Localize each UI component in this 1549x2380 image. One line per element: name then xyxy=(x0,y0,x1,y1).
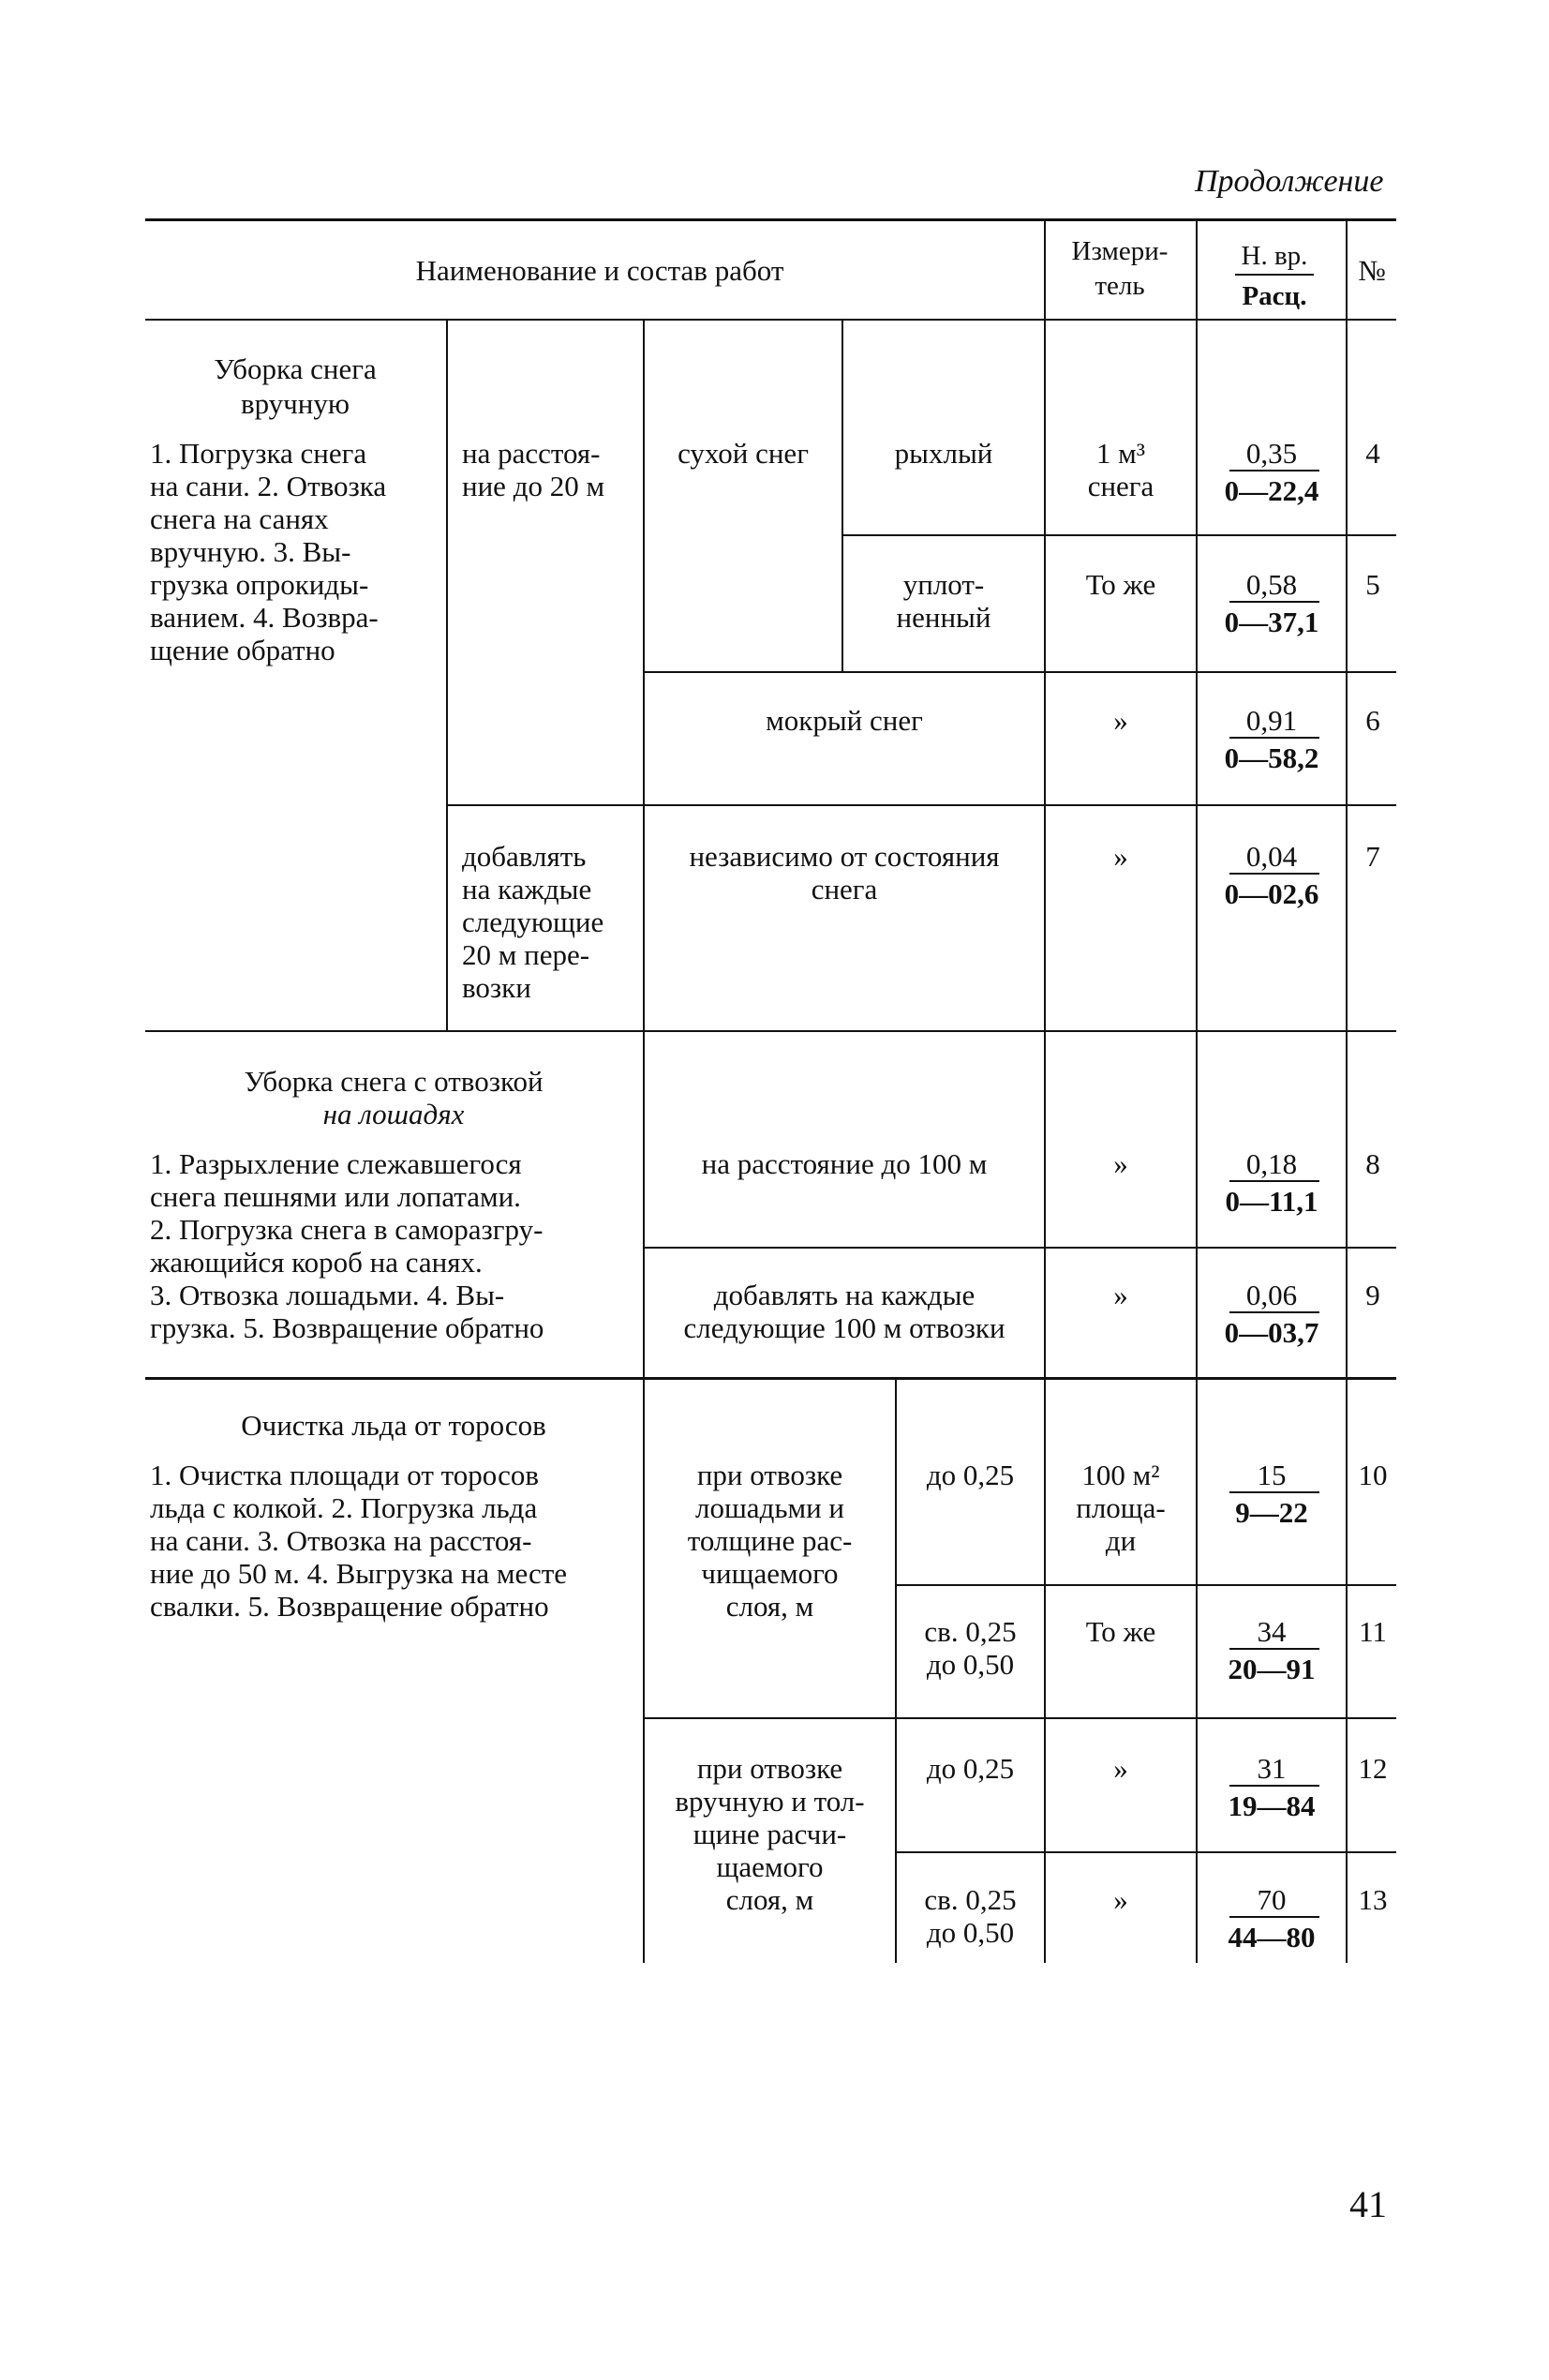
s3-thick-11b: до 0,50 xyxy=(926,1648,1015,1681)
s1-compacted-0: уплот- xyxy=(902,568,985,601)
s1-dist2-2: следующие xyxy=(462,906,604,938)
fraction-bar-5 xyxy=(1229,601,1319,603)
s3-rule-row10 xyxy=(895,1584,1396,1586)
fraction-bar-9 xyxy=(1229,1311,1319,1313)
s3-ditto-12: » xyxy=(1113,1752,1128,1785)
s1-title-1: Уборка снега xyxy=(214,352,377,385)
header-vline-2 xyxy=(1196,218,1198,321)
s3-thick-12: до 0,25 xyxy=(926,1752,1015,1785)
s3-desc-1: льда с колкой. 2. Погрузка льда xyxy=(150,1491,538,1524)
s2-title-1: Уборка снега с отвозкой xyxy=(244,1065,544,1098)
header-num: № xyxy=(1358,254,1386,287)
header-norm-top: Н. вр. xyxy=(1241,241,1308,271)
header-vline-3 xyxy=(1346,218,1348,321)
s1-wet: мокрый снег xyxy=(766,704,923,737)
s3-desc-4: свалки. 5. Возвращение обратно xyxy=(150,1590,549,1623)
s1-desc-1: на сани. 2. Отвозка xyxy=(150,470,387,502)
s1-same: То же xyxy=(1085,568,1156,601)
s2-desc-3: жающийся короб на санях. xyxy=(150,1246,483,1279)
s1-vline-dist xyxy=(446,321,448,1031)
s2-title-2: на лошадях xyxy=(322,1098,465,1130)
s2-rule-mid xyxy=(643,1247,1396,1249)
s3-title: Очистка льда от торосов xyxy=(241,1409,546,1442)
s3-desc-2: на сани. 3. Отвозка на расстоя- xyxy=(150,1524,532,1557)
s3-manual-2: щине расчи- xyxy=(693,1818,847,1850)
s1-title-2: вручную xyxy=(240,387,350,420)
s3-desc-3: ние до 50 м. 4. Выгрузка на месте xyxy=(150,1557,568,1590)
row-number-6: 6 xyxy=(1365,704,1380,737)
s1-desc-0: 1. Погрузка снега xyxy=(150,437,367,470)
fraction-bar-6 xyxy=(1229,737,1319,739)
s3-manual-0: при отвозке xyxy=(696,1752,843,1785)
rate-10: 9—22 xyxy=(1235,1496,1308,1529)
s2-desc-2: 2. Погрузка снега в саморазгру- xyxy=(150,1213,544,1246)
page-number: 41 xyxy=(1349,2183,1387,2225)
s3-unit-1: площа- xyxy=(1076,1491,1166,1524)
rate-7: 0—02,6 xyxy=(1224,877,1319,910)
norm-time-7: 0,04 xyxy=(1245,840,1298,873)
row-number-8: 8 xyxy=(1365,1147,1380,1180)
s1-desc-5: ванием. 4. Возвра- xyxy=(150,601,379,634)
s2-desc-5: грузка. 5. Возвращение обратно xyxy=(150,1311,544,1344)
header-measure-1: Измери- xyxy=(1071,236,1169,266)
fraction-bar-10 xyxy=(1229,1491,1319,1493)
s1-desc-4: грузка опрокиды- xyxy=(150,568,369,601)
norm-time-6: 0,91 xyxy=(1245,704,1298,737)
norm-time-13: 70 xyxy=(1257,1883,1287,1916)
s1-dist2-0: добавлять xyxy=(462,840,587,873)
s1-rule-row4 xyxy=(842,534,1396,536)
s1-ditto-6: » xyxy=(1113,704,1128,737)
s1-dist2-4: возки xyxy=(462,971,531,1004)
s2-desc-0: 1. Разрыхление слежавшегося xyxy=(150,1147,522,1180)
rate-9: 0—03,7 xyxy=(1224,1316,1319,1349)
s1-desc-3: вручную. 3. Вы- xyxy=(150,535,351,568)
s2-dist2-1: следующие 100 м отвозки xyxy=(683,1311,1005,1344)
s3-rule-row11 xyxy=(643,1717,1396,1719)
s3-desc-0: 1. Очистка площади от торосов xyxy=(150,1459,539,1491)
row-number-13: 13 xyxy=(1358,1883,1388,1916)
fraction-bar-13 xyxy=(1229,1916,1319,1918)
norm-time-9: 0,06 xyxy=(1245,1279,1298,1311)
fraction-bar-7 xyxy=(1229,873,1319,875)
s3-thick-13b: до 0,50 xyxy=(926,1916,1015,1949)
continuation-label: Продолжение xyxy=(1195,164,1384,199)
s2-ditto-8: » xyxy=(1113,1147,1128,1180)
rate-11: 20—91 xyxy=(1228,1653,1316,1685)
s3-unit-2: ди xyxy=(1105,1524,1137,1557)
s2-ditto-9: » xyxy=(1113,1279,1128,1311)
s1-compacted-1: ненный xyxy=(896,601,991,634)
s1-any-state-1: снега xyxy=(811,873,878,906)
rate-12: 19—84 xyxy=(1228,1789,1316,1822)
row-number-9: 9 xyxy=(1365,1279,1380,1311)
fraction-bar-8 xyxy=(1229,1180,1319,1182)
norm-time-8: 0,18 xyxy=(1245,1147,1298,1180)
fraction-bar-12 xyxy=(1229,1785,1319,1787)
s1-dist1-1: ние до 20 м xyxy=(462,470,605,502)
s2-dist1: на расстояние до 100 м xyxy=(701,1147,988,1180)
s1-dry: сухой снег xyxy=(678,437,809,470)
norm-time-11: 34 xyxy=(1257,1615,1287,1648)
s2-dist2-0: добавлять на каждые xyxy=(713,1279,976,1311)
norm-time-4: 0,35 xyxy=(1245,437,1298,470)
s3-same: То же xyxy=(1085,1615,1156,1648)
s1-desc-2: снега на санях xyxy=(150,502,329,535)
header-vline-1 xyxy=(1044,218,1046,321)
s1-rule-row6 xyxy=(446,804,1396,806)
s1-unit-1: снега xyxy=(1087,470,1154,502)
s1-any-state-0: независимо от состояния xyxy=(689,840,1000,873)
s1-rule-row5 xyxy=(643,671,1396,673)
s3-horses-3: чищаемого xyxy=(701,1557,839,1590)
header-norm-bot: Расц. xyxy=(1242,281,1307,311)
s1-dist1-0: на расстоя- xyxy=(462,437,601,470)
s1-unit-0: 1 м³ xyxy=(1095,437,1146,470)
s2-rule-end xyxy=(145,1377,1396,1380)
header-measure-2: тель xyxy=(1095,271,1145,301)
s3-horses-2: толщине рас- xyxy=(687,1524,853,1557)
s3-horses-1: лошадьми и xyxy=(694,1491,845,1524)
s3-horses-4: слоя, м xyxy=(725,1590,814,1623)
s1-rule-end xyxy=(145,1030,1396,1032)
rate-5: 0—37,1 xyxy=(1224,606,1319,638)
s1-loose: рыхлый xyxy=(894,437,993,470)
s3-unit-0: 100 м² xyxy=(1081,1459,1160,1491)
s3-manual-3: щаемого xyxy=(716,1850,824,1883)
rate-8: 0—11,1 xyxy=(1225,1185,1318,1218)
norm-time-12: 31 xyxy=(1257,1752,1287,1785)
s1-desc-6: щение обратно xyxy=(150,634,335,666)
s2-desc-1: снега пешнями или лопатами. xyxy=(150,1180,521,1213)
fraction-bar-11 xyxy=(1229,1648,1319,1650)
norm-time-10: 15 xyxy=(1257,1459,1287,1491)
table-top-rule xyxy=(145,218,1396,221)
s1-dist2-1: на каждые xyxy=(462,873,592,906)
s1-dist2-3: 20 м пере- xyxy=(462,938,590,971)
s2-desc-4: 3. Отвозка лошадьми. 4. Вы- xyxy=(150,1279,505,1311)
rate-13: 44—80 xyxy=(1228,1921,1316,1953)
row-number-11: 11 xyxy=(1359,1615,1387,1648)
s3-horses-0: при отвозке xyxy=(696,1459,843,1491)
header-bottom-rule xyxy=(145,319,1396,321)
s3-manual-4: слоя, м xyxy=(725,1883,814,1916)
rate-6: 0—58,2 xyxy=(1224,741,1319,774)
row-number-10: 10 xyxy=(1358,1459,1388,1491)
row-number-4: 4 xyxy=(1365,437,1380,470)
norm-time-5: 0,58 xyxy=(1245,568,1298,601)
s1-ditto-7: » xyxy=(1113,840,1128,873)
header-name: Наименование и состав работ xyxy=(415,254,784,287)
rate-4: 0—22,4 xyxy=(1224,474,1319,507)
row-number-7: 7 xyxy=(1365,840,1380,873)
s3-manual-1: вручную и тол- xyxy=(675,1785,865,1818)
s3-thick-13a: св. 0,25 xyxy=(924,1883,1017,1916)
header-norm-bar xyxy=(1235,274,1314,276)
row-number-5: 5 xyxy=(1365,568,1380,601)
s3-ditto-13: » xyxy=(1113,1883,1128,1916)
s3-rule-row12 xyxy=(895,1851,1396,1853)
row-number-12: 12 xyxy=(1358,1752,1388,1785)
s3-thick-10: до 0,25 xyxy=(926,1459,1015,1491)
s3-thick-11a: св. 0,25 xyxy=(924,1615,1017,1648)
fraction-bar-4 xyxy=(1229,470,1319,472)
